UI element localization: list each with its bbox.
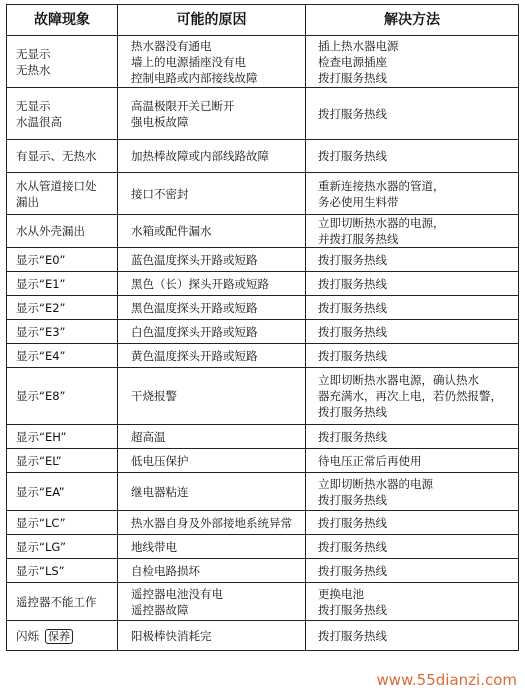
table-row: [7, 473, 519, 511]
table-row: [7, 368, 519, 425]
solution-cell: [306, 272, 519, 296]
symptom-cell: [7, 320, 118, 344]
table-row: [7, 248, 519, 272]
cause-line: 黑色（长）探头开路或短路: [131, 276, 269, 291]
cause-line: 阳极棒快消耗完: [131, 628, 212, 643]
symptom-line: 显示“LG”: [16, 539, 66, 554]
solution-cell: [306, 248, 519, 272]
symptom-line: 无显示: [16, 46, 51, 61]
symptom-line: 闪烁: [16, 628, 39, 643]
solution-cell: [306, 368, 519, 425]
solution-cell: [306, 344, 519, 368]
solution-cell: [306, 425, 519, 449]
cause-line: 蓝色温度探头开路或短路: [131, 252, 258, 267]
solution-line: 拨打服务热线: [318, 602, 387, 617]
solution-cell: [306, 173, 519, 215]
cause-line: 墙上的电源插座没有电: [131, 54, 246, 69]
symptom-cell: [7, 215, 118, 248]
solution-line: 拨打服务热线: [318, 492, 387, 507]
cause-cell: [118, 272, 306, 296]
cause-cell: [118, 583, 306, 621]
troubleshooting-document: [6, 4, 518, 651]
symptom-cell: [7, 296, 118, 320]
solution-line: 插上热水器电源: [318, 38, 399, 53]
cause-cell: [118, 215, 306, 248]
solution-line: 拨打服务热线: [318, 515, 387, 530]
table-row: [7, 425, 519, 449]
cause-line: 遥控器故障: [131, 602, 189, 617]
cause-cell: [118, 344, 306, 368]
cause-line: 控制电路或内部接线故障: [131, 70, 258, 85]
cause-line: 热水器自身及外部接地系统异常: [131, 515, 292, 530]
cause-cell: [118, 425, 306, 449]
symptom-cell: [7, 248, 118, 272]
cause-line: 干烧报警: [131, 389, 177, 403]
table-row: [7, 320, 519, 344]
cause-line: 黑色温度探头开路或短路: [131, 300, 258, 315]
cause-cell: [118, 559, 306, 583]
solution-line: 拨打服务热线: [318, 252, 387, 267]
solution-line: 拨打服务热线: [318, 429, 387, 444]
solution-line: 检查电源插座: [318, 54, 387, 69]
solution-cell: [306, 449, 519, 473]
symptom-cell: [7, 368, 118, 425]
symptom-cell: [7, 88, 118, 140]
table-row: [7, 215, 519, 248]
symptom-line: 显示“E1”: [16, 276, 66, 291]
solution-line: 拨打服务热线: [318, 300, 387, 315]
cause-line: 强电板故障: [131, 114, 189, 129]
solution-line: 立即切断热水器的电源: [318, 476, 433, 491]
solution-line: 并拨打服务热线: [318, 232, 399, 246]
table-header-row: [7, 5, 519, 36]
symptom-line: 显示“LS”: [16, 563, 65, 578]
cause-line: 自检电路损坏: [131, 563, 200, 578]
solution-line: 拨打服务热线: [318, 348, 387, 363]
table-row: [7, 559, 519, 583]
cause-cell: [118, 173, 306, 215]
symptom-line: 有显示、无热水: [16, 149, 97, 163]
cause-line: 黄色温度探头开路或短路: [131, 348, 258, 363]
solution-cell: [306, 215, 519, 248]
symptom-line: 无热水: [16, 62, 51, 77]
solution-line: 立即切断热水器的电源，: [318, 216, 445, 230]
cause-line: 地线带电: [131, 539, 177, 554]
solution-line: 待电压正常后再使用: [318, 453, 422, 468]
site-watermark: www.55dianzi.com: [376, 671, 517, 689]
solution-line: 拨打服务热线: [318, 276, 387, 291]
symptom-cell: [7, 344, 118, 368]
cause-cell: [118, 140, 306, 173]
symptom-line: 显示“EH”: [16, 429, 67, 444]
table-row: [7, 621, 519, 651]
symptom-line: 遥控器不能工作: [16, 594, 97, 609]
cause-cell: [118, 36, 306, 88]
table-row: [7, 344, 519, 368]
symptom-cell: [7, 173, 118, 215]
symptom-line: 显示“EL”: [16, 453, 62, 468]
solution-cell: [306, 559, 519, 583]
symptom-line: 显示“E0”: [16, 252, 66, 267]
symptom-line: 无显示: [16, 98, 51, 113]
header-solution: 解决方法: [306, 5, 519, 36]
symptom-line: 漏出: [16, 194, 39, 209]
solution-cell: [306, 535, 519, 559]
cause-cell: [118, 449, 306, 473]
symptom-line: 显示“E2”: [16, 300, 66, 315]
solution-cell: [306, 88, 519, 140]
solution-cell: [306, 36, 519, 88]
solution-cell: [306, 511, 519, 535]
cause-line: 低电压保护: [131, 453, 189, 468]
solution-line: 拨打服务热线: [318, 149, 387, 163]
solution-cell: [306, 621, 519, 651]
cause-cell: [118, 621, 306, 651]
cause-cell: [118, 248, 306, 272]
solution-line: 更换电池: [318, 586, 364, 601]
table-row: [7, 535, 519, 559]
table-body: [7, 36, 519, 651]
table-row: [7, 511, 519, 535]
cause-line: 热水器没有通电: [131, 38, 212, 53]
symptom-cell: [7, 425, 118, 449]
table-row: [7, 296, 519, 320]
solution-line: 拨打服务热线: [318, 405, 387, 419]
solution-line: 务必使用生料带: [318, 194, 399, 209]
symptom-line: 显示“E8”: [16, 389, 66, 403]
symptom-line: 显示“LC”: [16, 515, 66, 530]
header-cause: 可能的原因: [118, 5, 306, 36]
symptom-line: 水从管道接口处: [16, 178, 97, 193]
maintenance-badge: 保养: [45, 629, 73, 644]
solution-line: 拨打服务热线: [318, 539, 387, 554]
solution-cell: [306, 320, 519, 344]
solution-line: 拨打服务热线: [318, 324, 387, 339]
cause-cell: [118, 296, 306, 320]
cause-cell: [118, 511, 306, 535]
solution-line: 拨打服务热线: [318, 563, 387, 578]
cause-cell: [118, 320, 306, 344]
header-symptom: 故障现象: [7, 5, 118, 36]
solution-cell: [306, 583, 519, 621]
cause-cell: [118, 88, 306, 140]
symptom-cell: [7, 511, 118, 535]
table-row: [7, 449, 519, 473]
cause-line: 接口不密封: [131, 186, 189, 201]
solution-line: 拨打服务热线: [318, 628, 387, 643]
table-row: [7, 88, 519, 140]
cause-line: 加热棒故障或内部线路故障: [131, 149, 269, 163]
solution-line: 拨打服务热线: [318, 106, 387, 121]
table-row: [7, 272, 519, 296]
cause-cell: [118, 473, 306, 511]
table-row: [7, 36, 519, 88]
symptom-cell: [7, 36, 118, 88]
symptom-cell: [7, 140, 118, 173]
table-row: [7, 583, 519, 621]
solution-line: 重新连接热水器的管道，: [318, 178, 445, 193]
symptom-cell: [7, 621, 118, 651]
solution-cell: [306, 473, 519, 511]
symptom-cell: [7, 583, 118, 621]
cause-line: 继电器粘连: [131, 484, 189, 499]
symptom-cell: [7, 473, 118, 511]
symptom-line: 水从外壳漏出: [16, 224, 85, 238]
symptom-cell: [7, 449, 118, 473]
cause-line: 高温极限开关已断开: [131, 98, 235, 113]
symptom-line: 显示“E4”: [16, 348, 66, 363]
solution-cell: [306, 140, 519, 173]
cause-line: 白色温度探头开路或短路: [131, 324, 258, 339]
table-row: [7, 140, 519, 173]
symptom-cell: [7, 272, 118, 296]
symptom-cell: [7, 535, 118, 559]
symptom-cell: [7, 559, 118, 583]
cause-line: 超高温: [131, 429, 166, 444]
symptom-line: 水温很高: [16, 114, 62, 129]
solution-cell: [306, 296, 519, 320]
symptom-line: 显示“E3”: [16, 324, 66, 339]
cause-line: 遥控器电池没有电: [131, 586, 223, 601]
cause-cell: [118, 535, 306, 559]
symptom-line: 显示“EA”: [16, 484, 65, 499]
troubleshooting-table: [6, 4, 519, 651]
cause-line: 水箱或配件漏水: [131, 224, 212, 238]
solution-line: 器充满水，再次上电，若仍然报警，: [318, 389, 502, 403]
table-row: [7, 173, 519, 215]
cause-cell: [118, 368, 306, 425]
solution-line: 拨打服务热线: [318, 70, 387, 85]
solution-line: 立即切断热水器电源，确认热水: [318, 373, 479, 387]
